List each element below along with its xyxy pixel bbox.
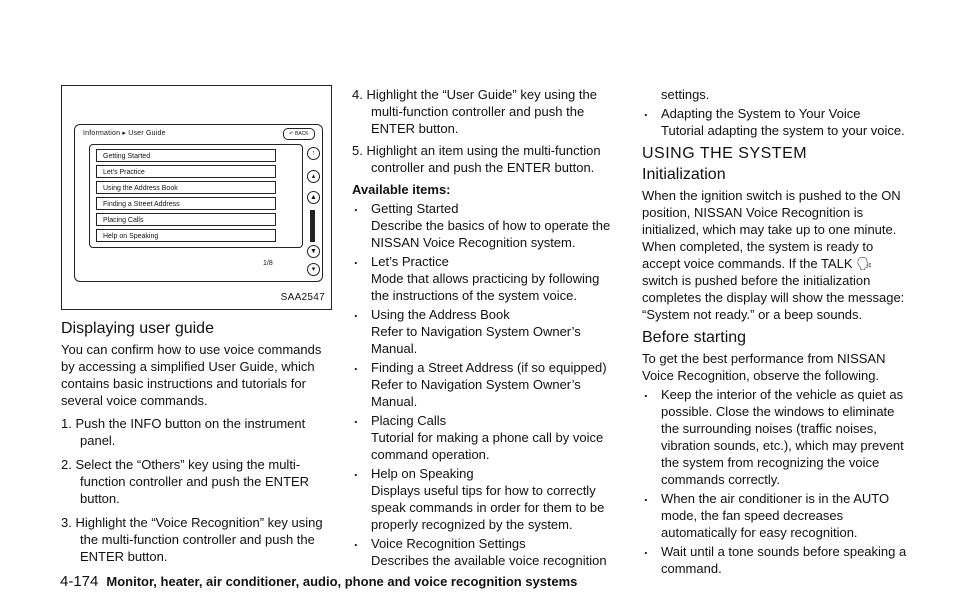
item-desc: Displays useful tips for how to correctly speak commands in order for them to be properly recognized by the system. (371, 483, 605, 532)
item-name: . Getting Started (352, 200, 620, 217)
item-name: . Help on Speaking (352, 465, 620, 482)
intro-paragraph: You can confirm how to use voice commands by accessing a simplified User Guide, which contains basic instructions and tutorials for several voice commands. (61, 342, 322, 408)
item-desc: Mode that allows practicing by following the instructions of the system voice. (371, 271, 600, 303)
item-name: . Finding a Street Address (if so equipped) (352, 359, 620, 376)
step-4: 4. Highlight the “User Guide” key using the multi-function controller and push the ENTER button. (352, 87, 597, 136)
figure-voice-guide-screen (61, 85, 332, 310)
up-icon: ▲ (307, 191, 320, 204)
before-intro: To get the best performance from NISSAN Voice Recognition, observe the following. (642, 351, 886, 383)
item-name: . Placing Calls (352, 412, 620, 429)
column-2 (352, 86, 620, 571)
item-desc: Refer to Navigation System Owner’s Manual. (371, 324, 581, 356)
section-heading: Displaying user guide (61, 320, 214, 337)
item-name: . Voice Recognition Settings (352, 535, 620, 552)
menu-item: Finding a Street Address (96, 197, 276, 210)
menu-item: Help on Speaking (96, 229, 276, 242)
screen-title: Information ▸ User Guide (83, 130, 166, 137)
item-desc: Describes the available voice recognition (371, 553, 607, 568)
tip-item: . Keep the interior of the vehicle as quiet as possible. Close the windows to eliminate the surrounding noises (traffic noises, vibration sounds, etc.), which may prevent the system from recognizing the voice commands correctly. (642, 386, 912, 488)
items-heading: Available items: (352, 182, 451, 197)
tip-item: . Wait until a tone sounds before speaking a command. (642, 543, 912, 577)
item-desc: Tutorial for making a phone call by voice command operation. (371, 430, 604, 462)
menu-item: Placing Calls (96, 213, 276, 226)
talk-switch-icon: 🗣︎ (856, 256, 873, 271)
item-name: . Using the Address Book (352, 306, 620, 323)
column-3 (642, 86, 912, 577)
scroll-top-icon: ↑ (307, 147, 320, 160)
item-name: . Adapting the System to Your Voice (642, 105, 912, 122)
init-heading: Initialization (642, 166, 726, 183)
figure-label: SAA2547 (280, 292, 325, 303)
scrollbar-icon (310, 210, 315, 242)
down-icon: ▼ (307, 245, 320, 258)
item-desc: Tutorial adapting the system to your voice. (661, 123, 905, 138)
main-heading: USING THE SYSTEM (642, 145, 808, 162)
step-3: 3. Highlight the “Voice Recognition” key using the multi-function controller and push the ENTER button. (61, 515, 323, 564)
page-up-icon: ▴ (307, 170, 320, 183)
step-2: 2. Select the “Others” key using the multi-function controller and push the ENTER button. (61, 457, 310, 506)
menu-item: Using the Address Book (96, 181, 276, 194)
menu-list (89, 144, 303, 248)
item-name: . Let’s Practice (352, 253, 620, 270)
page-down-icon: ▾ (307, 263, 320, 276)
page-indicator: 1/8 (263, 260, 273, 267)
menu-item: Getting Started (96, 149, 276, 162)
before-heading: Before starting (642, 329, 747, 346)
tip-item: . When the air conditioner is in the AUTO mode, the fan speed decreases automatically for easy recognition. (642, 490, 912, 541)
page-number: 4-174 (60, 573, 99, 590)
menu-item: Let's Practice (96, 165, 276, 178)
column-1 (61, 320, 331, 572)
footer-title: Monitor, heater, air conditioner, audio, phone and voice recognition systems (106, 574, 578, 589)
item-desc: Describe the basics of how to operate the NISSAN Voice Recognition system. (371, 218, 611, 250)
display-screen (74, 124, 323, 282)
back-button: ↶ BACK (283, 128, 315, 140)
item-desc: Refer to Navigation System Owner’s Manual. (371, 377, 581, 409)
page-footer (60, 573, 577, 590)
continued-text: settings. (661, 87, 710, 102)
step-1: 1. Push the INFO button on the instrument panel. (61, 416, 306, 448)
step-5: 5. Highlight an item using the multi-function controller and push the ENTER button. (352, 143, 601, 175)
init-paragraph: When the ignition switch is pushed to the ON position, NISSAN Voice Recognition is initialized, which may take up to one minute. When completed, the system is ready to accept voice commands. If the TALK 🗣︎ switch is pushed before the initialization completes the display will show the message: “System not ready.” or a beep sounds. (642, 188, 905, 322)
